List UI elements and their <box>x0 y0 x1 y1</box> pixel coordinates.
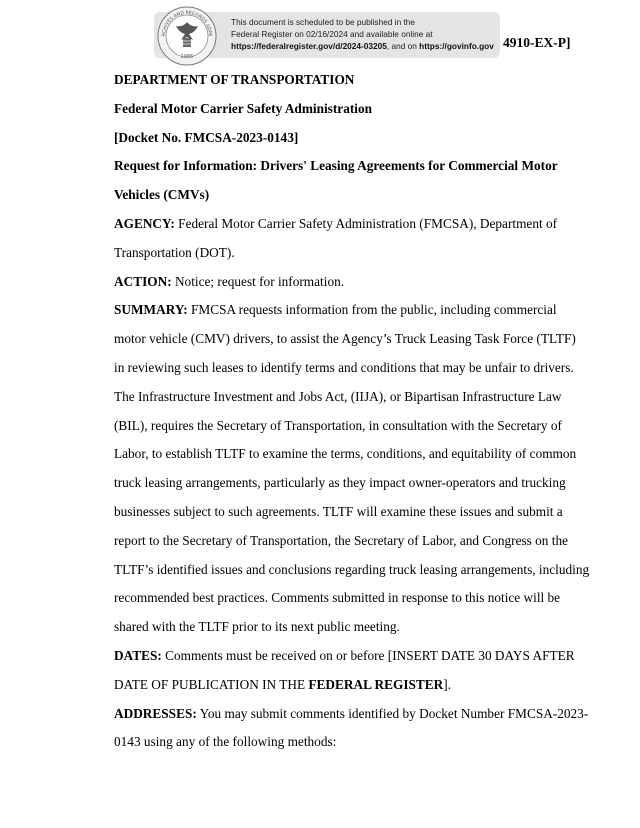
publication-notice-text <box>231 16 501 52</box>
summary-line: motor vehicle (CMV) drivers, to assist the Agency’s Truck Leasing Task Force (TLTF) <box>114 331 576 347</box>
notice-line-2: Federal Register on 02/16/2024 and available online at <box>231 29 433 39</box>
dates-continuation: DATE OF PUBLICATION IN THE FEDERAL REGISTER]. <box>114 676 452 692</box>
dates-label: DATES: <box>114 647 162 663</box>
summary-line: in reviewing such leases to identify terms and conditions that may be unfair to drivers. <box>114 359 574 375</box>
national-archives-seal-icon <box>157 6 217 66</box>
govinfo-link[interactable]: https://govinfo.gov <box>419 41 494 51</box>
svg-text:1985: 1985 <box>180 54 194 60</box>
document-code: 4910-EX-P] <box>503 35 571 50</box>
agency-section: AGENCY: Federal Motor Carrier Safety Administration (FMCSA), Department of <box>114 215 558 231</box>
summary-line: shared with the TLTF prior to its next public meeting. <box>114 619 400 635</box>
docket-number: [Docket No. FMCSA-2023-0143] <box>114 129 299 145</box>
agency-continuation: Transportation (DOT). <box>114 244 235 260</box>
summary-line: report to the Secretary of Transportation, the Secretary of Labor, and Congress on the <box>114 532 569 548</box>
document-title-line-1: Request for Information: Drivers' Leasing Agreements for Commercial Motor <box>114 158 558 174</box>
department-heading: DEPARTMENT OF TRANSPORTATION <box>114 72 355 87</box>
summary-section: SUMMARY: FMCSA requests information from the public, including commercial <box>114 302 557 318</box>
addresses-section: ADDRESSES: You may submit comments identified by Docket Number FMCSA-2023- <box>114 705 589 721</box>
notice-line-3: https://federalregister.gov/d/2024-03205, and on https://govinfo.gov <box>231 41 494 51</box>
administration-heading: Federal Motor Carrier Safety Administration <box>114 100 373 116</box>
summary-label: SUMMARY: <box>114 302 188 318</box>
federalregister-link[interactable]: https://federalregister.gov/d/2024-03205 <box>231 41 387 51</box>
svg-text:NATIONAL ARCHIVES AND RECORDS: RCHIVES AND RECORDS ADMI <box>161 10 213 37</box>
action-label: ACTION: <box>114 273 172 289</box>
notice-line-1: This document is scheduled to be published in the <box>231 17 416 27</box>
summary-line: recommended best practices. Comments submitted in response to this notice will be <box>114 590 561 606</box>
agency-label: AGENCY: <box>114 215 175 231</box>
summary-line: (BIL), requires the Secretary of Transportation, in consultation with the Secretary of <box>114 417 562 433</box>
dates-section: DATES: Comments must be received on or before [INSERT DATE 30 DAYS AFTER <box>114 647 575 663</box>
document-body <box>114 66 590 757</box>
summary-line: TLTF’s identified issues and conclusions regarding truck leasing arrangements, including <box>114 561 590 577</box>
summary-line: Labor, to establish TLTF to examine the terms, conditions, and equitability of common <box>114 446 577 462</box>
summary-line: The Infrastructure Investment and Jobs Act, (IIJA), or Bipartisan Infrastructure Law <box>114 388 562 404</box>
addresses-continuation: 0143 using any of the following methods: <box>114 734 337 750</box>
addresses-label: ADDRESSES: <box>114 705 197 721</box>
document-title-line-2: Vehicles (CMVs) <box>114 187 210 203</box>
summary-line: businesses subject to such agreements. TLTF will examine these issues and submit a <box>114 503 563 519</box>
summary-line: truck leasing arrangements, particularly as they impact owner-operators and trucking <box>114 475 566 491</box>
action-section: ACTION: Notice; request for information. <box>114 273 345 289</box>
